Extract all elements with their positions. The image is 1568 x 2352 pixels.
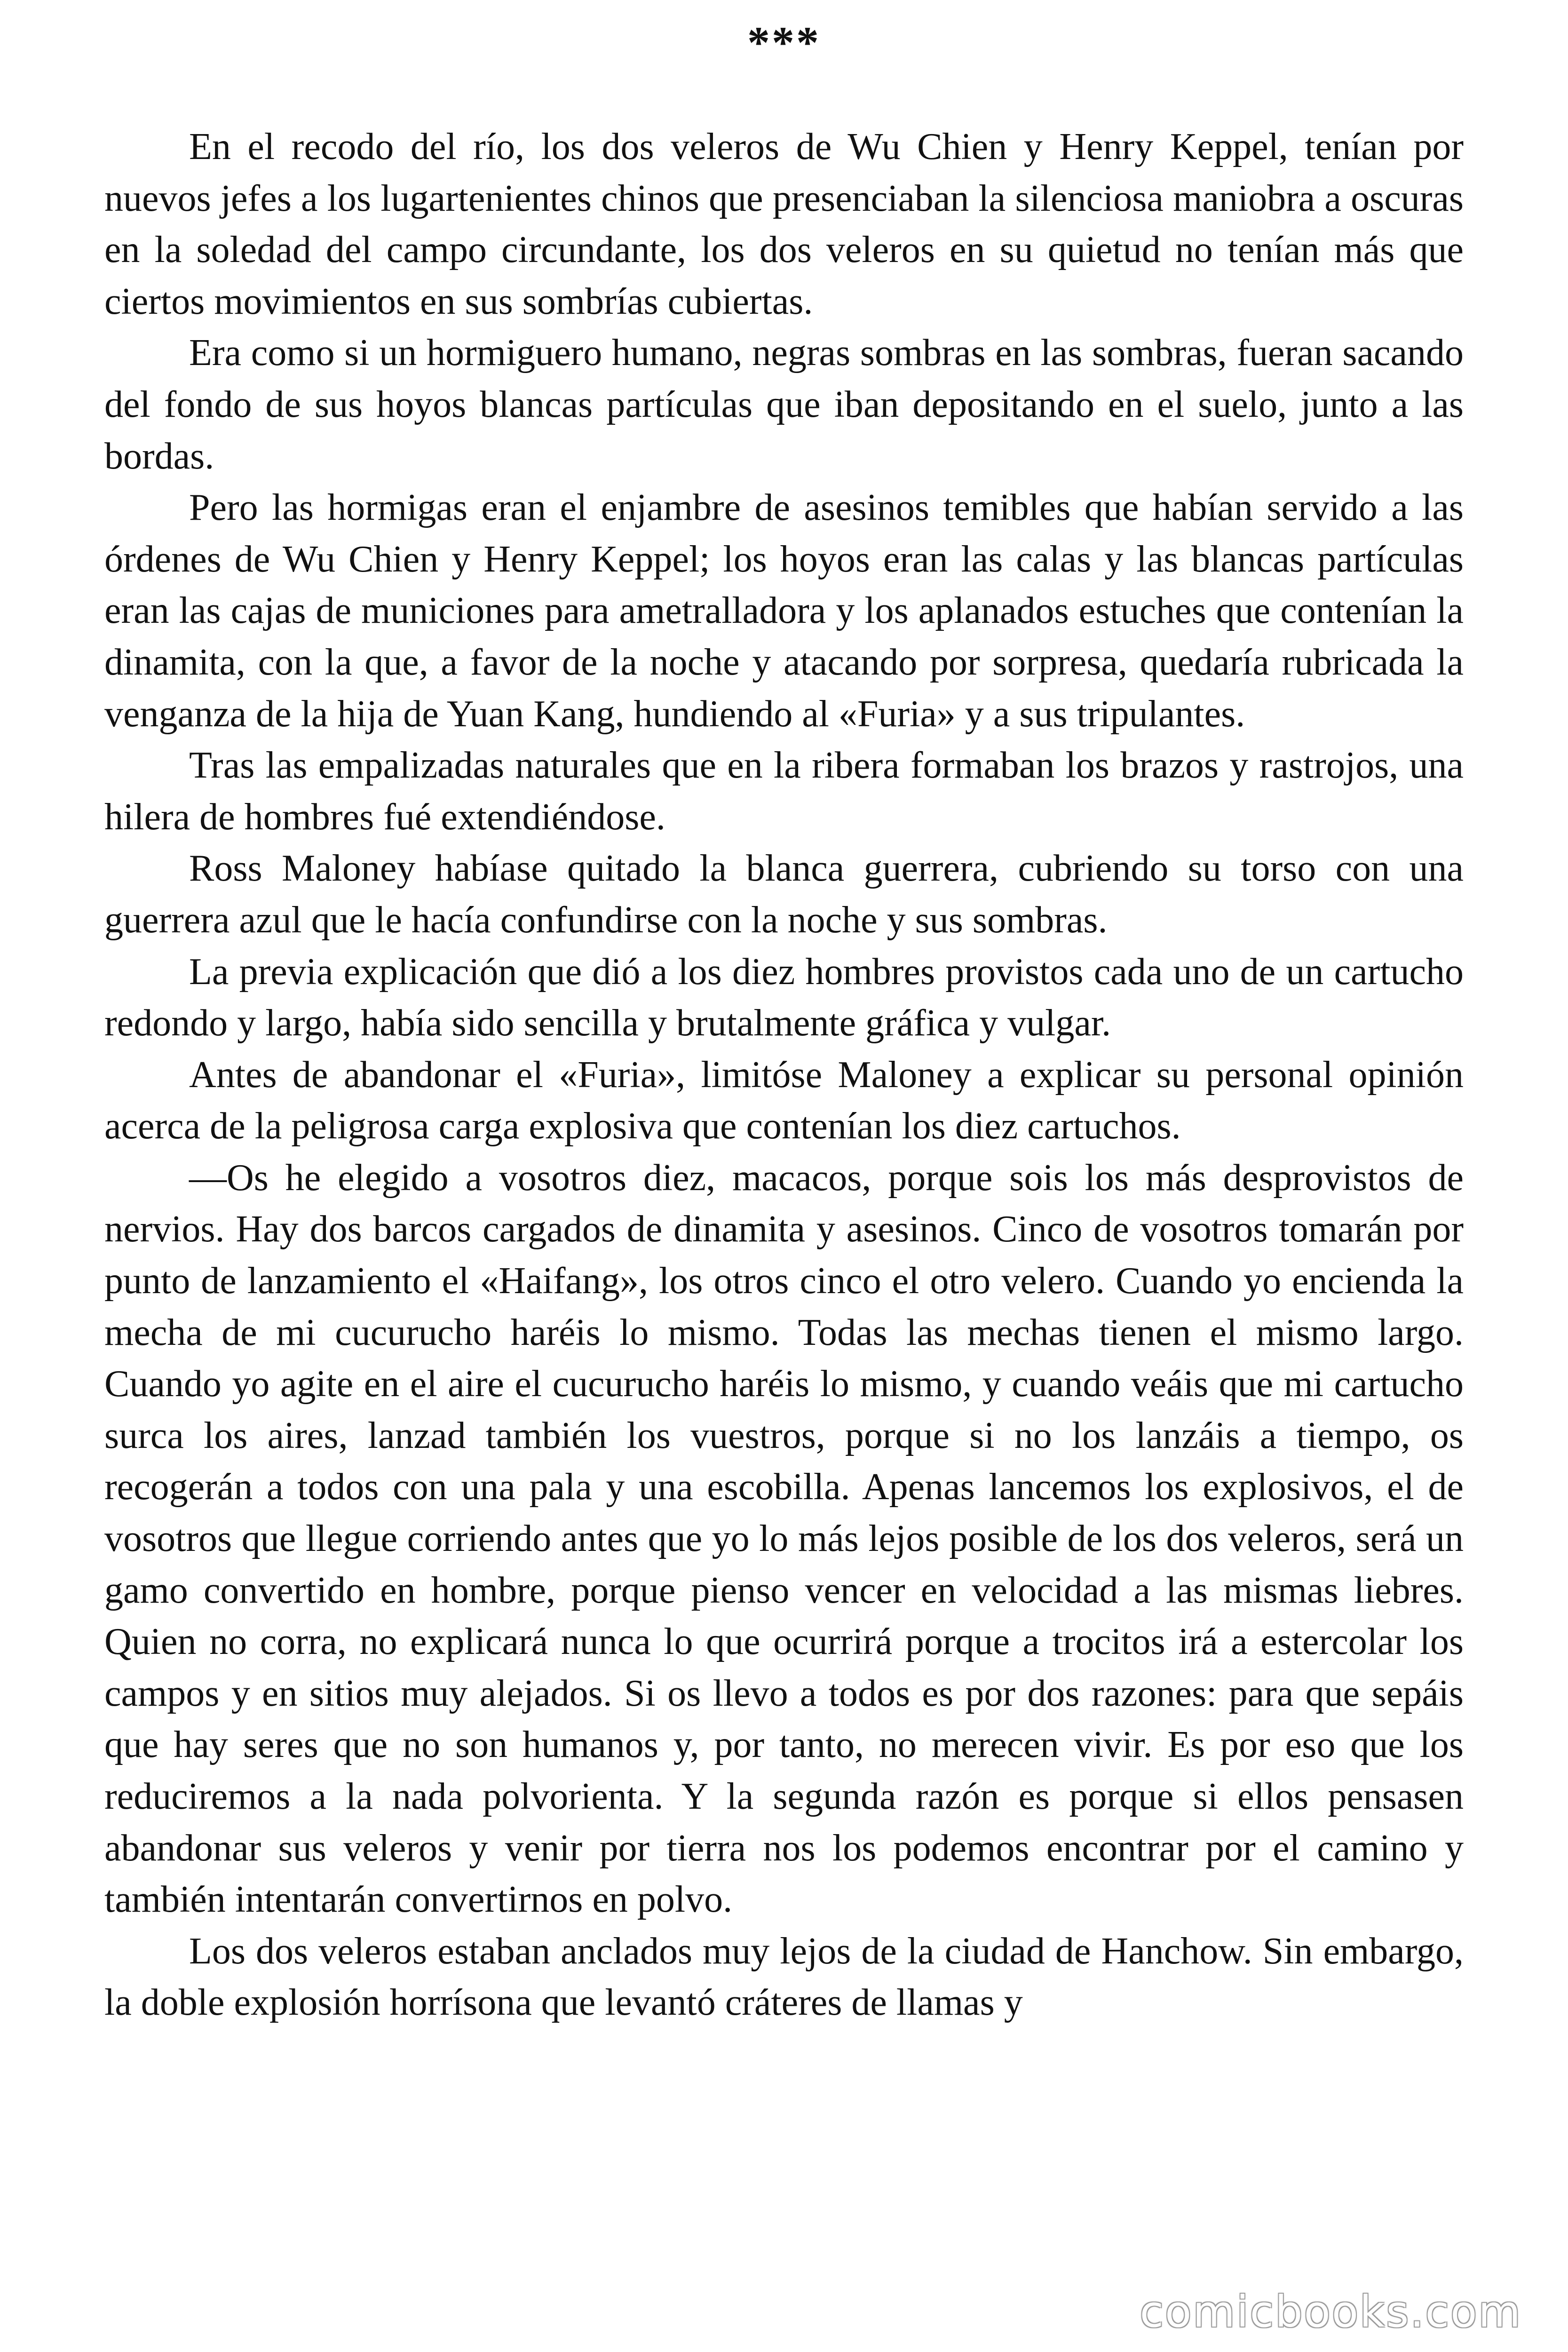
paragraph: Pero las hormigas eran el enjambre de asesinos temibles que habían servido a las órdenes de Wu Chien y Henry Keppel; los hoyos eran las calas y las blancas partículas eran las cajas de municiones para ametralladora y los aplanados estuches que contenían la dinamita, con la que, a favor de la noche y atacando por sorpresa, quedaría rubricada la venganza de la hija de Yuan Kang, hundiendo al «Furia» y a sus tripulantes. (104, 487, 1464, 735)
watermark: comicbooks.com (1140, 2287, 1522, 2337)
paragraph: En el recodo del río, los dos veleros de Wu Chien y Henry Keppel, tenían por nuevos jefes a los lugartenientes chinos que presenciaban la silenciosa maniobra a oscuras en la soledad del campo circundante, los dos veleros en su quietud no tenían más que ciertos movimientos en sus sombrías cubiertas. (104, 126, 1464, 322)
paragraph: Antes de abandonar el «Furia», limitóse Maloney a explicar su personal opinión acerca de la peligrosa carga explosiva que contenían los diez cartuchos. (104, 1054, 1464, 1147)
paragraph: Los dos veleros estaban anclados muy lejos de la ciudad de Hanchow. Sin embargo, la doble explosión horrísona que levantó cráteres de llamas y (104, 1930, 1464, 2024)
paragraph: La previa explicación que dió a los diez hombres provistos cada uno de un cartucho redondo y largo, había sido sencilla y brutalmente gráfica y vulgar. (104, 951, 1464, 1044)
paragraph: Era como si un hormiguero humano, negras sombras en las sombras, fueran sacando del fondo de sus hoyos blancas partículas que iban depositando en el suelo, junto a las bordas. (104, 332, 1464, 477)
section-separator: *** (747, 17, 821, 68)
paragraph: Tras las empalizadas naturales que en la ribera formaban los brazos y rastrojos, una hilera de hombres fué extendiéndose. (104, 745, 1464, 838)
paragraph: Ross Maloney habíase quitado la blanca guerrera, cubriendo su torso con una guerrera azul que le hacía confundirse con la noche y sus sombras. (104, 848, 1464, 941)
body-text (104, 121, 1464, 2029)
paragraph: —Os he elegido a vosotros diez, macacos, porque sois los más desprovistos de nervios. Hay dos barcos cargados de dinamita y asesinos. Cinco de vosotros tomarán por punto de lanzamiento el «Haifang», los otros cinco el otro velero. Cuando yo encienda la mecha de mi cucurucho haréis lo mismo. Todas las mechas tienen el mismo largo. Cuando yo agite en el aire el cucurucho haréis lo mismo, y cuando veáis que mi cartucho surca los aires, lanzad también los vuestros, porque si no los lanzáis a tiempo, os recogerán a todos con una pala y una escobilla. Apenas lancemos los explosivos, el de vosotros que llegue corriendo antes que yo lo más lejos posible de los dos veleros, será un gamo convertido en hombre, porque pienso vencer en velocidad a las mismas liebres. Quien no corra, no explicará nunca lo que ocurrirá porque a trocitos irá a estercolar los campos y en sitios muy alejados. Si os llevo a todos es por dos razones: para que sepáis que hay seres que no son humanos y, por tanto, no merecen vivir. Es por eso que los reduciremos a la nada polvorienta. Y la segunda razón es porque si ellos pensasen abandonar sus veleros y venir por tierra nos los podemos encontrar por el camino y también intentarán convertirnos en polvo. (104, 1157, 1464, 1921)
